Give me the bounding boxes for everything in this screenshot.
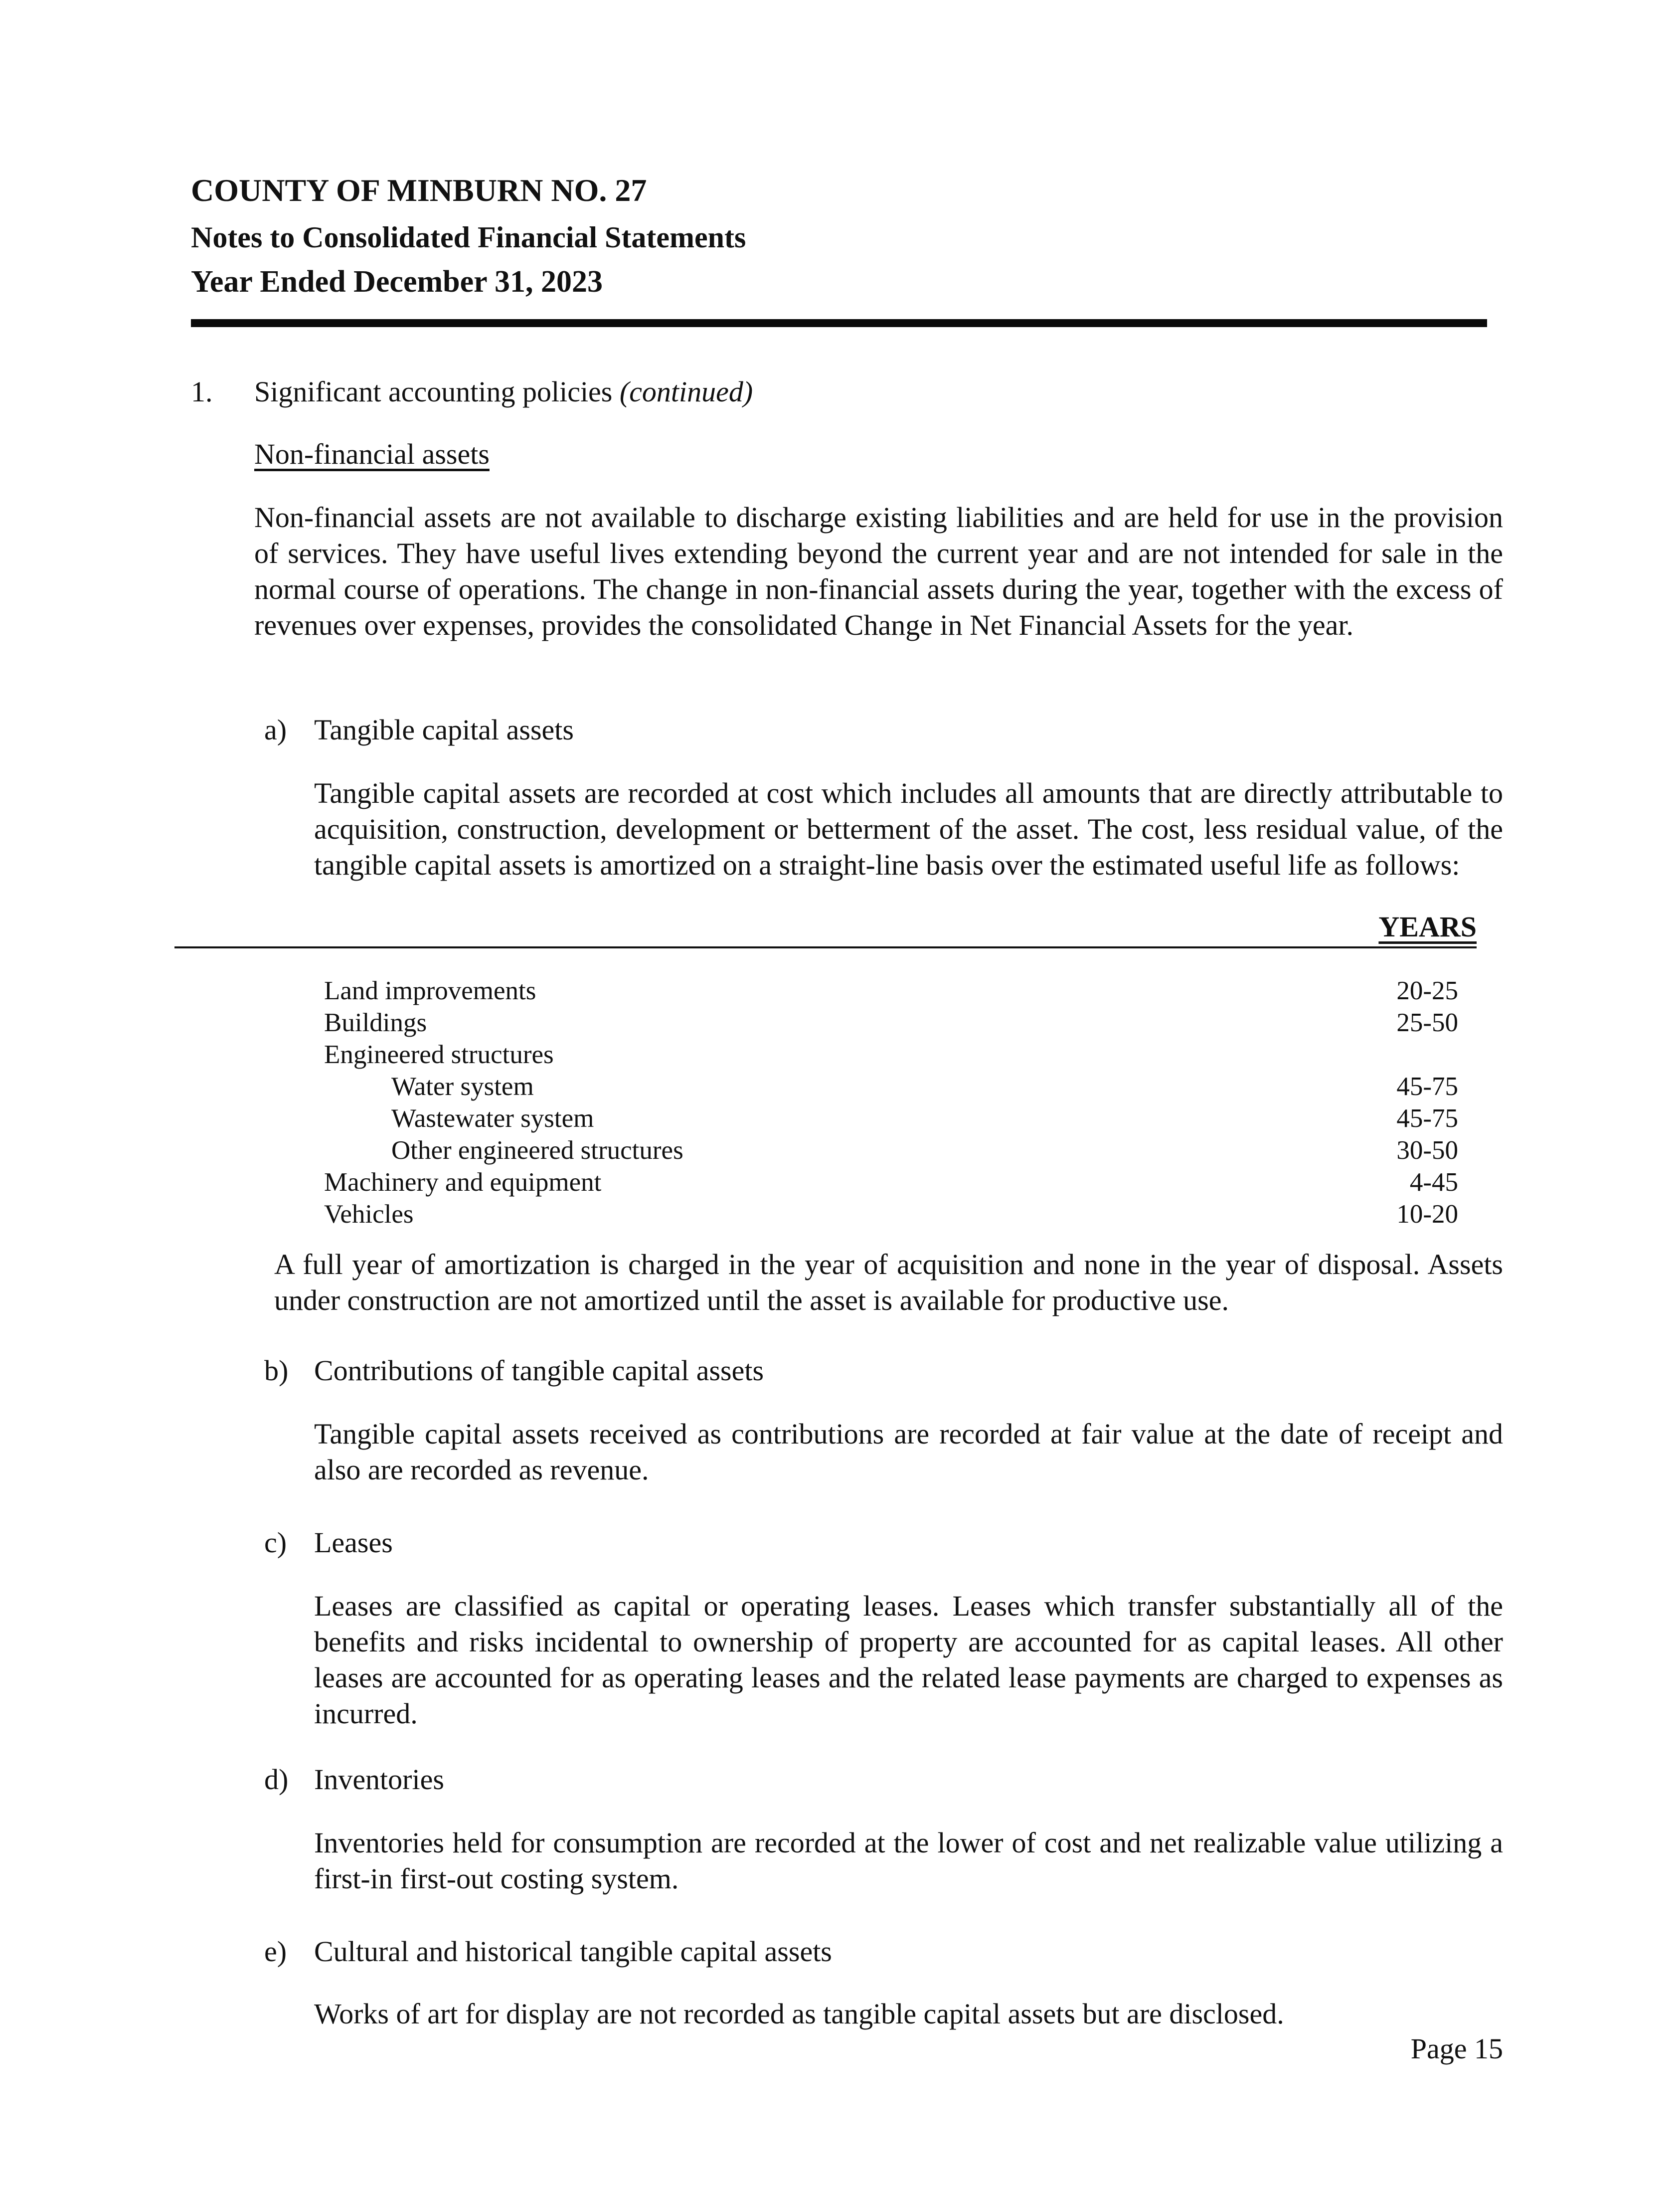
table-row — [324, 1166, 1458, 1198]
row-label: Land improvements — [324, 976, 536, 1005]
item-c-title: Leases — [314, 1526, 393, 1559]
row-label: Vehicles — [324, 1200, 414, 1229]
table-row — [324, 1071, 1458, 1102]
document-title: Notes to Consolidated Financial Statements — [191, 221, 746, 254]
table-row — [324, 1198, 1458, 1230]
item-a-letter: a) — [264, 714, 287, 746]
item-e-title: Cultural and historical tangible capital assets — [314, 1935, 832, 1968]
row-label: Engineered structures — [324, 1040, 554, 1069]
row-years: 20-25 — [1396, 976, 1458, 1005]
row-label: Wastewater system — [391, 1104, 594, 1133]
header-divider — [191, 319, 1487, 327]
item-e-paragraph: Works of art for display are not recorded as tangible capital assets but are disclosed. — [314, 1998, 1284, 2030]
item-d-paragraph: Inventories held for consumption are recorded at the lower of cost and net realizable value utilizing a first-in first-out costing system. — [314, 1826, 1503, 1895]
reporting-period: Year Ended December 31, 2023 — [191, 265, 603, 299]
row-years: 45-75 — [1396, 1104, 1458, 1133]
organization-name: COUNTY OF MINBURN NO. 27 — [191, 173, 647, 208]
row-label: Buildings — [324, 1008, 427, 1037]
section-title — [254, 375, 753, 408]
years-column-header: YEARS — [1378, 911, 1477, 943]
row-label: Machinery and equipment — [324, 1168, 602, 1197]
row-label: Other engineered structures — [391, 1136, 683, 1165]
table-row — [324, 1039, 1458, 1071]
subheading-non-financial-assets: Non-financial assets — [254, 438, 490, 470]
table-row — [324, 1102, 1458, 1134]
useful-life-table — [324, 975, 1458, 1230]
item-a-title: Tangible capital assets — [314, 714, 574, 746]
table-row — [324, 1134, 1458, 1166]
item-c-paragraph: Leases are classified as capital or operating leases. Leases which transfer substantially all of the benefits and risks incidental to ownership of property are accounted for as capital leases. All other leases are accounted for as operating leases and the related lease payments are charged to expenses as incurred. — [314, 1590, 1503, 1730]
amortization-note: A full year of amortization is charged in the year of acquisition and none in the year of disposal. Assets under construction are not amortized until the asset is available for productive use. — [274, 1248, 1503, 1316]
row-label: Water system — [391, 1072, 534, 1101]
item-d-title: Inventories — [314, 1763, 444, 1796]
item-a-paragraph: Tangible capital assets are recorded at cost which includes all amounts that are directly attributable to acquisition, construction, development or betterment of the asset. The cost, less residual value, of the tangible capital assets is amortized on a straight-line basis over the estimated useful life as follows: — [314, 777, 1503, 881]
section-number: 1. — [191, 375, 213, 408]
row-years: 30-50 — [1396, 1136, 1458, 1165]
non-financial-assets-paragraph: Non-financial assets are not available to discharge existing liabilities and are held for use in the provision of services. They have useful lives extending beyond the current year and are not intended for sale in the normal course of operations. The change in non-financial assets during the year, together with the excess of revenues over expenses, provides the consolidated Change in Net Financial Assets for the year. — [254, 501, 1503, 641]
item-c-letter: c) — [264, 1526, 287, 1559]
row-years: 10-20 — [1396, 1200, 1458, 1229]
row-years: 45-75 — [1396, 1072, 1458, 1101]
item-d-letter: d) — [264, 1763, 289, 1796]
table-row — [324, 1007, 1458, 1039]
row-years: 4-45 — [1409, 1168, 1458, 1197]
section-title-suffix: (continued) — [619, 375, 753, 408]
item-e-letter: e) — [264, 1935, 287, 1968]
table-row — [324, 975, 1458, 1007]
item-b-title: Contributions of tangible capital assets — [314, 1354, 764, 1387]
item-b-paragraph: Tangible capital assets received as contributions are recorded at fair value at the date of receipt and also are recorded as revenue. — [314, 1418, 1503, 1486]
section-title-text: Significant accounting policies — [254, 375, 613, 408]
item-b-letter: b) — [264, 1354, 289, 1387]
page-number: Page 15 — [1410, 2032, 1503, 2065]
table-header-rule — [174, 946, 1477, 948]
row-years: 25-50 — [1396, 1008, 1458, 1037]
